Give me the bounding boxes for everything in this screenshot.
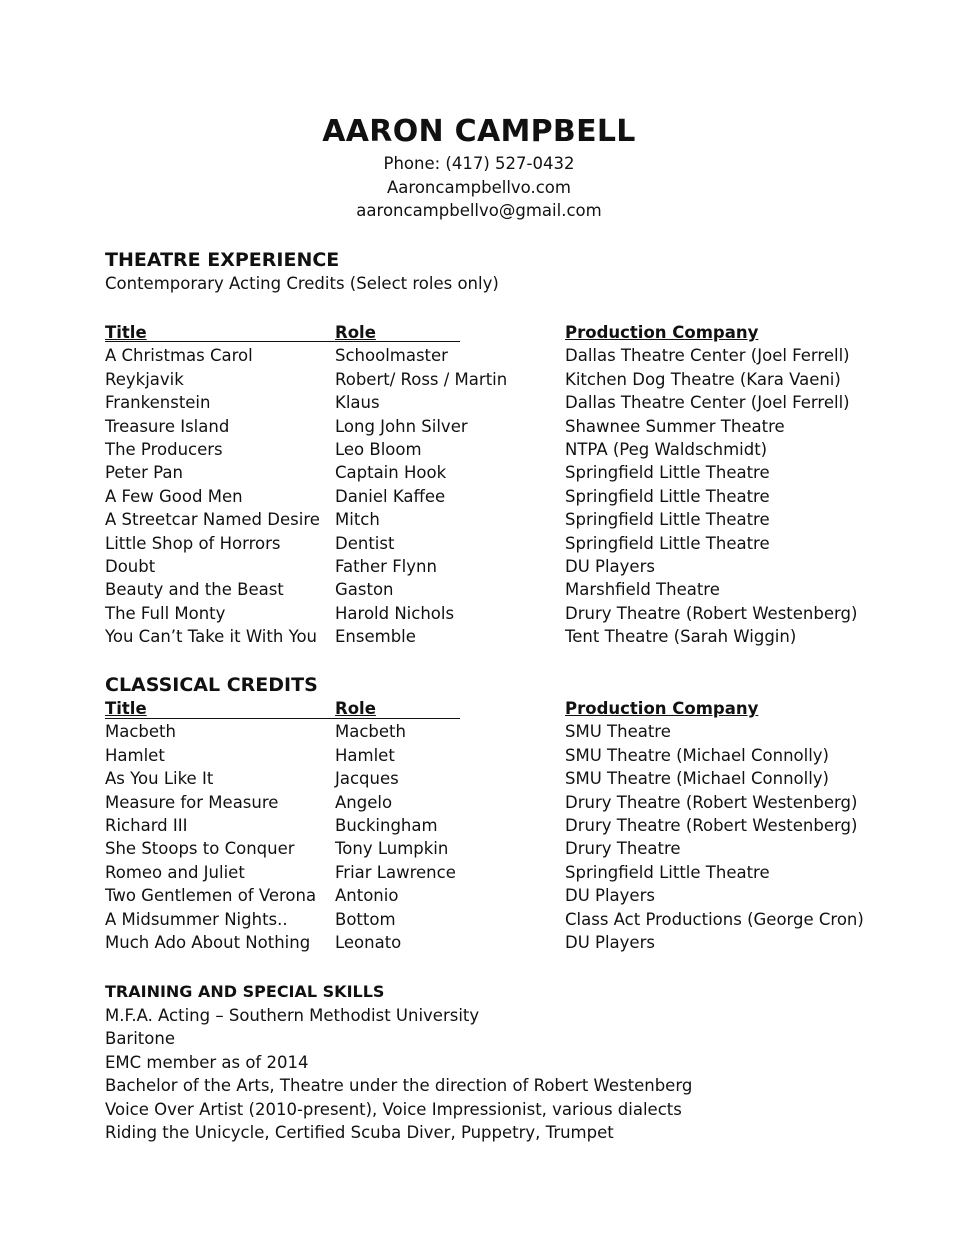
cell-title: A Christmas Carol: [105, 346, 253, 366]
training-section: [105, 980, 865, 1144]
cell-role: Leo Bloom: [335, 439, 422, 459]
cell-title: Doubt: [105, 556, 156, 576]
table-row: [105, 461, 865, 484]
cell-title: You Can’t Take it With You: [105, 627, 318, 647]
cell-title: Romeo and Juliet: [105, 862, 245, 882]
cell-company: Springfield Little Theatre: [565, 862, 770, 882]
cell-role: Buckingham: [335, 815, 438, 835]
phone-line: Phone: (417) 527-0432: [383, 154, 575, 173]
cell-role: Daniel Kaffee: [335, 486, 446, 506]
training-lines: [105, 1004, 865, 1144]
skill-line: Baritone: [105, 1029, 175, 1049]
cell-role: Gaston: [335, 580, 394, 600]
cell-company: Drury Theatre (Robert Westenberg): [565, 792, 858, 812]
applicant-name: AARON CAMPBELL: [322, 114, 636, 149]
table-row: [105, 625, 865, 648]
table-row: [105, 438, 865, 461]
cell-title: The Full Monty: [105, 603, 226, 623]
cell-role: Antonio: [335, 886, 399, 906]
cell-company: Springfield Little Theatre: [565, 486, 770, 506]
table-row: [105, 791, 865, 814]
table-row: [105, 391, 865, 414]
cell-title: Richard III: [105, 815, 188, 835]
skill-line: M.F.A. Acting – Southern Methodist University: [105, 1006, 480, 1025]
cell-role: Jacques: [335, 769, 399, 789]
cell-role: Friar Lawrence: [335, 862, 456, 882]
column-header-title: Title: [105, 323, 147, 342]
table-row: [105, 485, 865, 508]
cell-company: Dallas Theatre Center (Joel Ferrell): [565, 346, 850, 366]
table-row: [105, 861, 865, 884]
table-row: [105, 602, 865, 625]
cell-company: SMU Theatre (Michael Connolly): [565, 769, 829, 789]
table-row: [105, 578, 865, 601]
cell-title: A Few Good Men: [105, 486, 243, 506]
cell-title: Reykjavik: [105, 369, 184, 389]
cell-role: Father Flynn: [335, 556, 437, 576]
cell-company: SMU Theatre (Michael Connolly): [565, 745, 829, 765]
cell-role: Schoolmaster: [335, 346, 448, 366]
cell-company: Springfield Little Theatre: [565, 533, 770, 553]
cell-company: Springfield Little Theatre: [565, 510, 770, 530]
table-row: [105, 720, 865, 743]
table-row: [105, 415, 865, 438]
classical-header-rule: [105, 718, 460, 719]
cell-role: Klaus: [335, 393, 380, 413]
table-header-row: [105, 697, 865, 720]
column-header-company: Production Company: [565, 323, 759, 342]
cell-role: Angelo: [335, 792, 393, 812]
cell-role: Macbeth: [335, 722, 406, 742]
cell-company: Dallas Theatre Center (Joel Ferrell): [565, 393, 850, 413]
table-row: [105, 368, 865, 391]
column-header-role: Role: [335, 699, 376, 718]
skill-line: Voice Over Artist (2010-present), Voice Impressionist, various dialects: [105, 1099, 682, 1119]
table-row: [105, 908, 865, 931]
cell-company: Marshfield Theatre: [565, 580, 720, 600]
cell-title: Measure for Measure: [105, 792, 279, 812]
table-row: [105, 814, 865, 837]
cell-company: Drury Theatre (Robert Westenberg): [565, 603, 858, 623]
cell-title: Two Gentlemen of Verona: [105, 886, 317, 906]
table-row: [105, 744, 865, 767]
table-row: [105, 931, 865, 954]
cell-title: Beauty and the Beast: [105, 580, 284, 600]
cell-role: Hamlet: [335, 745, 395, 765]
cell-company: DU Players: [565, 886, 655, 906]
cell-role: Dentist: [335, 533, 395, 553]
classical-section: [105, 673, 865, 954]
training-heading: TRAINING AND SPECIAL SKILLS: [105, 982, 385, 1001]
cell-company: DU Players: [565, 556, 655, 576]
table-row: [105, 555, 865, 578]
cell-company: Shawnee Summer Theatre: [565, 416, 785, 436]
column-header-title: Title: [105, 699, 147, 718]
cell-company: Drury Theatre (Robert Westenberg): [565, 815, 858, 835]
theatre-header-rule: [105, 341, 460, 342]
theatre-table: [105, 321, 865, 648]
theatre-section: [105, 248, 865, 296]
table-row: [105, 508, 865, 531]
classical-rows: [105, 720, 865, 954]
cell-company: DU Players: [565, 932, 655, 952]
cell-role: Captain Hook: [335, 463, 447, 483]
cell-title: As You Like It: [105, 769, 214, 789]
table-row: [105, 884, 865, 907]
cell-company: Kitchen Dog Theatre (Kara Vaeni): [565, 369, 841, 389]
cell-title: Hamlet: [105, 745, 165, 765]
cell-role: Tony Lumpkin: [335, 839, 449, 859]
cell-company: Tent Theatre (Sarah Wiggin): [565, 627, 797, 647]
cell-title: Much Ado About Nothing: [105, 932, 311, 952]
cell-role: Mitch: [335, 510, 380, 530]
website-line: Aaroncampbellvo.com: [387, 177, 571, 197]
cell-company: Class Act Productions (George Cron): [565, 909, 864, 929]
cell-title: Peter Pan: [105, 463, 183, 483]
cell-role: Harold Nichols: [335, 603, 455, 623]
theatre-subtitle: Contemporary Acting Credits (Select roles only): [105, 274, 499, 293]
cell-role: Long John Silver: [335, 416, 468, 436]
skill-line: EMC member as of 2014: [105, 1052, 309, 1072]
resume-header: [0, 112, 958, 223]
cell-title: Little Shop of Horrors: [105, 533, 281, 553]
table-row: [105, 344, 865, 367]
skill-line: Bachelor of the Arts, Theatre under the direction of Robert Westenberg: [105, 1076, 693, 1096]
column-header-role: Role: [335, 323, 376, 342]
cell-role: Leonato: [335, 932, 402, 952]
cell-title: She Stoops to Conquer: [105, 839, 295, 859]
cell-title: Treasure Island: [105, 416, 230, 436]
cell-title: A Streetcar Named Desire: [105, 510, 320, 530]
cell-company: Springfield Little Theatre: [565, 463, 770, 483]
email-line: aaroncampbellvo@gmail.com: [356, 201, 602, 220]
classical-heading: CLASSICAL CREDITS: [105, 674, 318, 696]
cell-title: A Midsummer Nights..: [105, 909, 288, 929]
cell-company: Drury Theatre: [565, 839, 681, 859]
cell-company: SMU Theatre: [565, 722, 671, 742]
cell-title: The Producers: [105, 439, 223, 459]
table-row: [105, 767, 865, 790]
cell-role: Ensemble: [335, 627, 416, 647]
theatre-rows: [105, 344, 865, 648]
cell-company: NTPA (Peg Waldschmidt): [565, 439, 768, 459]
cell-role: Robert/ Ross / Martin: [335, 369, 508, 389]
cell-title: Frankenstein: [105, 393, 211, 413]
skill-line: Riding the Unicycle, Certified Scuba Diver, Puppetry, Trumpet: [105, 1123, 614, 1143]
column-header-company: Production Company: [565, 699, 759, 718]
table-row: [105, 532, 865, 555]
theatre-heading: THEATRE EXPERIENCE: [105, 249, 340, 271]
cell-role: Bottom: [335, 909, 396, 929]
cell-title: Macbeth: [105, 722, 176, 742]
table-row: [105, 837, 865, 860]
